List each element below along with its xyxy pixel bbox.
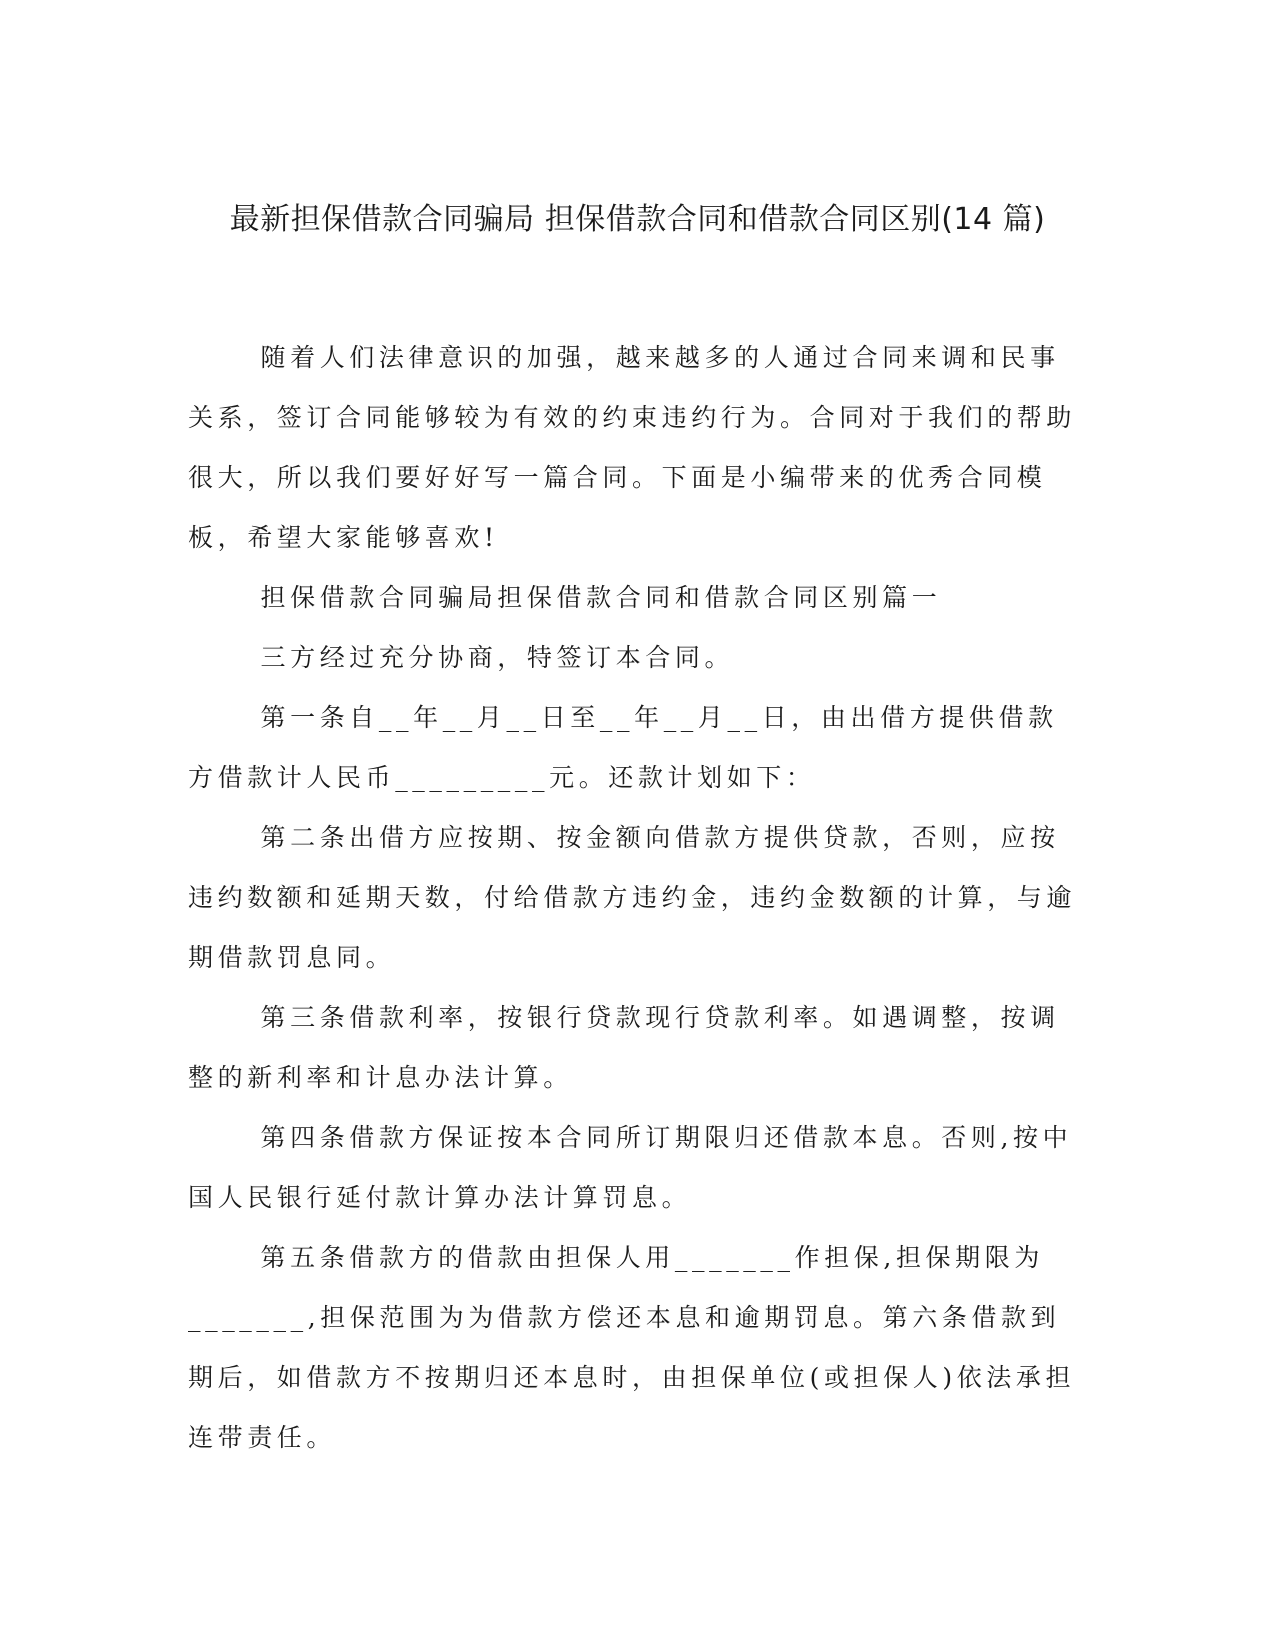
article-3-paragraph: 第三条借款利率，按银行贷款现行贷款利率。如遇调整，按调整的新利率和计息办法计算。 [188, 1003, 1060, 1092]
article-4-paragraph: 第四条借款方保证按本合同所订期限归还借款本息。否则,按中国人民银行延付款计算办法计算罚息。 [188, 1123, 1073, 1212]
article-2-paragraph: 第二条出借方应按期、按金额向借款方提供贷款，否则，应按违约数额和延期天数，付给借款方违约金，违约金数额的计算，与逾期借款罚息同。 [188, 823, 1077, 972]
article-1-paragraph: 第一条自__年__月__日至__年__月__日，由出借方提供借款方借款计人民币_________元。还款计划如下： [188, 703, 1058, 792]
section-heading: 担保借款合同骗局担保借款合同和借款合同区别篇一 [260, 583, 942, 612]
document-title: 最新担保借款合同骗局 担保借款合同和借款合同区别(14 篇) [229, 202, 1046, 237]
intro-paragraph: 随着人们法律意识的加强，越来越多的人通过合同来调和民事关系，签订合同能够较为有效的约束违约行为。合同对于我们的帮助很大，所以我们要好好写一篇合同。下面是小编带来的优秀合同模板，希望大家能够喜欢! [188, 343, 1077, 552]
document-body [188, 328, 1078, 1468]
article-5-6-paragraph: 第五条借款方的借款由担保人用_______作担保,担保期限为_______,担保范围为为借款方偿还本息和逾期罚息。第六条借款到期后，如借款方不按期归还本息时，由担保单位(或担保人)依法承担连带责任。 [188, 1243, 1076, 1452]
preamble-paragraph: 三方经过充分协商，特签订本合同。 [260, 643, 735, 672]
